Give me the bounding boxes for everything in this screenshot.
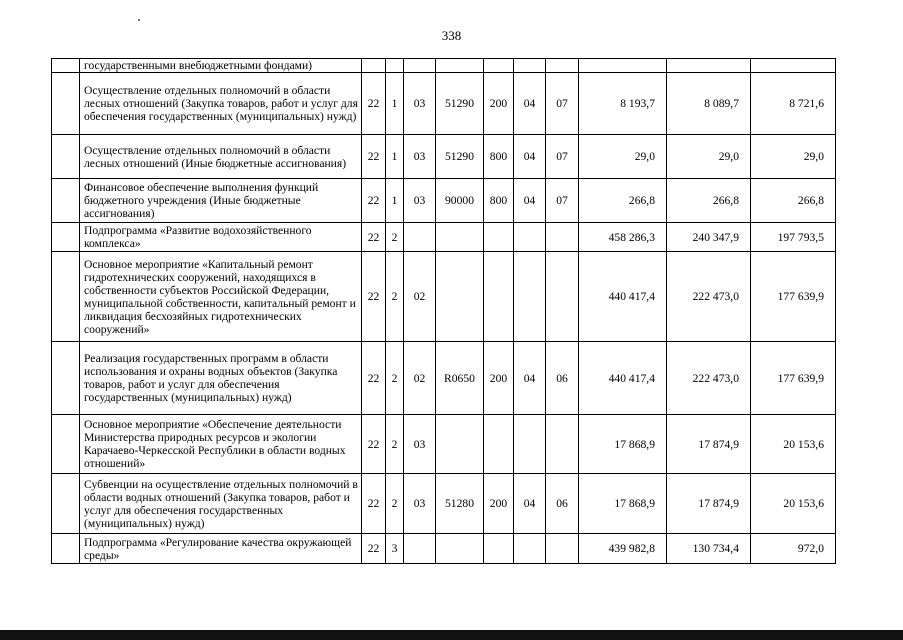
code-cell [484,534,514,564]
code-cell: 1 [386,135,404,179]
amount-cell: 8 089,7 [667,73,751,135]
program-name-cell: Финансовое обеспечение выполнения функций бюджетного учреждения (Иные бюджетные ассигнования) [80,179,362,223]
code-cell: 22 [362,135,386,179]
code-cell [436,59,484,73]
code-cell: 03 [404,179,436,223]
program-name-cell: Реализация государственных программ в области использования и охраны водных объектов (Закупка товаров, работ и услуг для обеспечения государственных (муниципальных) нужд) [80,342,362,415]
left-cell [52,135,80,179]
amount-cell: 222 473,0 [667,342,751,415]
amount-cell: 222 473,0 [667,252,751,342]
code-cell: R0650 [436,342,484,415]
amount-cell: 440 417,4 [579,252,667,342]
code-cell: 51290 [436,135,484,179]
table-row [52,474,836,534]
scan-speck [138,19,140,21]
code-cell: 2 [386,252,404,342]
left-cell [52,342,80,415]
amount-cell: 20 153,6 [751,415,836,474]
code-cell [404,59,436,73]
program-name-cell: Подпрограмма «Регулирование качества окружающей среды» [80,534,362,564]
code-cell [484,59,514,73]
code-cell: 200 [484,474,514,534]
code-cell: 22 [362,342,386,415]
amount-cell: 266,8 [667,179,751,223]
code-cell [514,252,546,342]
amount-cell: 177 639,9 [751,342,836,415]
amount-cell [579,59,667,73]
code-cell: 03 [404,73,436,135]
code-cell: 22 [362,223,386,252]
program-name-cell: Субвенции на осуществление отдельных полномочий в области водных отношений (Закупка товаров, работ и услуг для обеспечения государственных (муниципальных) нужд) [80,474,362,534]
code-cell: 2 [386,415,404,474]
code-cell: 200 [484,73,514,135]
amount-cell: 439 982,8 [579,534,667,564]
code-cell [514,534,546,564]
amount-cell: 240 347,9 [667,223,751,252]
code-cell [546,59,579,73]
left-cell [52,252,80,342]
page-number: 338 [441,28,462,43]
amount-cell: 458 286,3 [579,223,667,252]
amount-cell: 440 417,4 [579,342,667,415]
amount-cell: 130 734,4 [667,534,751,564]
left-cell [52,223,80,252]
code-cell [386,59,404,73]
code-cell: 2 [386,342,404,415]
code-cell: 07 [546,135,579,179]
scan-edge [0,630,903,640]
program-name-cell: Подпрограмма «Развитие водохозяйственного комплекса» [80,223,362,252]
code-cell: 1 [386,73,404,135]
table-row [52,223,836,252]
amount-cell: 177 639,9 [751,252,836,342]
code-cell: 90000 [436,179,484,223]
code-cell: 2 [386,223,404,252]
left-cell [52,474,80,534]
amount-cell [667,59,751,73]
code-cell: 22 [362,415,386,474]
code-cell [362,59,386,73]
amount-cell: 17 874,9 [667,474,751,534]
code-cell [436,252,484,342]
code-cell: 800 [484,179,514,223]
table-row [52,59,836,73]
code-cell [484,223,514,252]
budget-table [51,58,836,564]
code-cell: 02 [404,252,436,342]
code-cell: 800 [484,135,514,179]
code-cell: 04 [514,342,546,415]
amount-cell: 29,0 [579,135,667,179]
code-cell: 06 [546,342,579,415]
code-cell: 06 [546,474,579,534]
table-row [52,415,836,474]
amount-cell: 266,8 [579,179,667,223]
amount-cell: 17 868,9 [579,415,667,474]
amount-cell: 29,0 [667,135,751,179]
code-cell: 07 [546,179,579,223]
code-cell: 07 [546,73,579,135]
program-name-cell: государственными внебюджетными фондами) [80,59,362,73]
code-cell [514,415,546,474]
code-cell [514,223,546,252]
code-cell [436,534,484,564]
code-cell: 51280 [436,474,484,534]
code-cell [546,415,579,474]
table-row [52,73,836,135]
code-cell [404,223,436,252]
code-cell: 22 [362,534,386,564]
code-cell [436,223,484,252]
code-cell: 03 [404,474,436,534]
amount-cell: 20 153,6 [751,474,836,534]
left-cell [52,179,80,223]
code-cell: 22 [362,73,386,135]
program-name-cell: Осуществление отдельных полномочий в области лесных отношений (Иные бюджетные ассигнования) [80,135,362,179]
amount-cell: 17 868,9 [579,474,667,534]
left-cell [52,415,80,474]
code-cell [436,415,484,474]
code-cell: 03 [404,415,436,474]
code-cell: 04 [514,474,546,534]
table-row [52,135,836,179]
code-cell: 04 [514,179,546,223]
code-cell: 04 [514,135,546,179]
amount-cell: 17 874,9 [667,415,751,474]
amount-cell: 266,8 [751,179,836,223]
program-name-cell: Основное мероприятие «Капитальный ремонт гидротехнических сооружений, находящихся в собственности субъектов Российской Федерации, муниципальной собственности, капитальный ремонт и ликвидация бесхозяйных гидротехнических сооружений» [80,252,362,342]
amount-cell: 29,0 [751,135,836,179]
code-cell: 2 [386,474,404,534]
code-cell [546,534,579,564]
table-row [52,342,836,415]
amount-cell: 197 793,5 [751,223,836,252]
code-cell [546,223,579,252]
code-cell: 51290 [436,73,484,135]
code-cell [404,534,436,564]
code-cell: 04 [514,73,546,135]
code-cell [514,59,546,73]
code-cell: 22 [362,252,386,342]
code-cell: 02 [404,342,436,415]
amount-cell: 972,0 [751,534,836,564]
table-row [52,252,836,342]
amount-cell: 8 721,6 [751,73,836,135]
code-cell: 22 [362,179,386,223]
table-row [52,534,836,564]
table-row [52,179,836,223]
code-cell [484,415,514,474]
code-cell [484,252,514,342]
program-name-cell: Осуществление отдельных полномочий в области лесных отношений (Закупка товаров, работ и услуг для обеспечения государственных (муниципальных) нужд) [80,73,362,135]
program-name-cell: Основное мероприятие «Обеспечение деятельности Министерства природных ресурсов и экологии Карачаево-Черкесской Республики в области водных отношений» [80,415,362,474]
code-cell: 1 [386,179,404,223]
left-cell [52,534,80,564]
left-cell [52,59,80,73]
code-cell [546,252,579,342]
code-cell: 22 [362,474,386,534]
code-cell: 03 [404,135,436,179]
amount-cell [751,59,836,73]
amount-cell: 8 193,7 [579,73,667,135]
code-cell: 200 [484,342,514,415]
left-cell [52,73,80,135]
code-cell: 3 [386,534,404,564]
